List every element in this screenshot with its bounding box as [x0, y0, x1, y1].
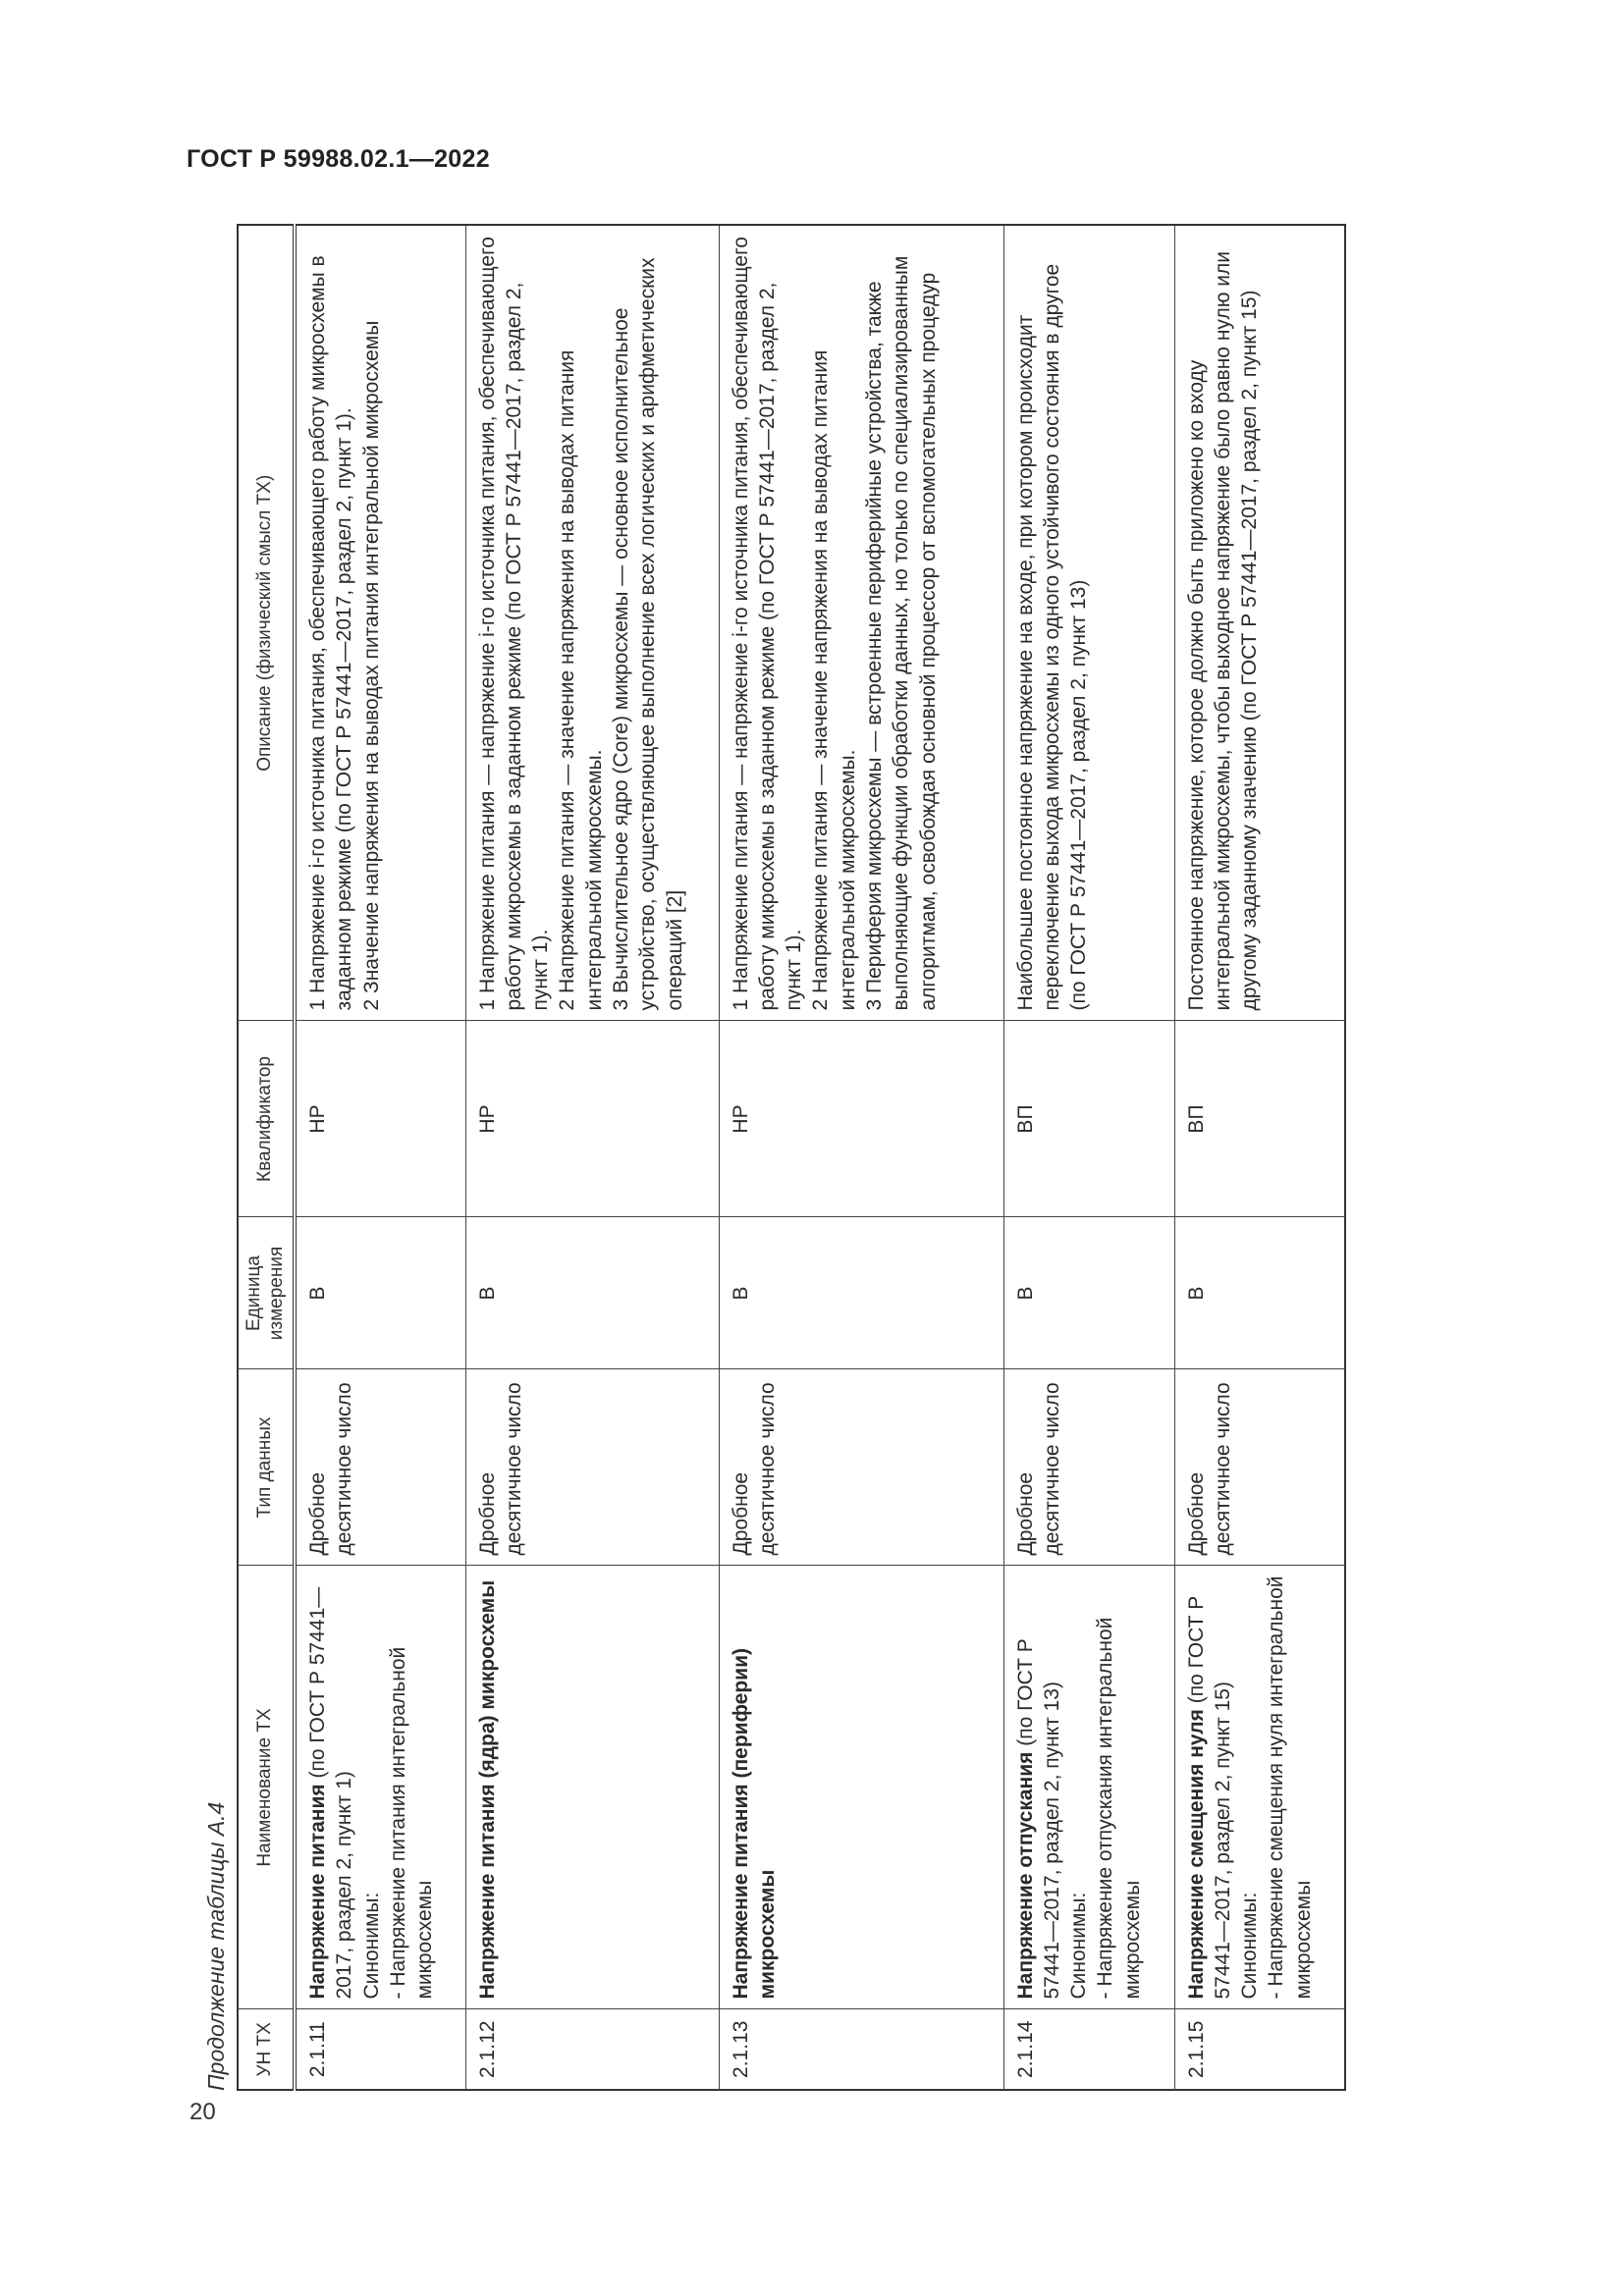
table-row [1003, 225, 1174, 2090]
row-description [719, 225, 1003, 1021]
column-header-unit: Единица измерения [238, 1217, 295, 1369]
description-paragraph: 2 Напряжение питания — значение напряжения на выводах питания интегральной микросхемы. [809, 349, 859, 1011]
row-data-type: Дробное десятичное число [1174, 1369, 1345, 1566]
row-qualifier: ВП [1003, 1021, 1174, 1217]
description-paragraph: 2 Значение напряжения на выводах питания интегральной микросхемы [359, 320, 383, 1011]
row-description [295, 225, 465, 1021]
row-name [1012, 1576, 1066, 2000]
row-unit: В [295, 1217, 465, 1369]
row-name-bold: Напряжение отпускания [1013, 1751, 1037, 2000]
row-code: 2.1.11 [295, 2009, 465, 2090]
row-name-bold: Напряжение питания [306, 1784, 329, 2000]
row-code: 2.1.15 [1174, 2009, 1345, 2090]
row-name-reference: (по ГОСТ Р 57441—2017, раздел 2, пункт 15) [1184, 1595, 1234, 2000]
row-synonyms-label: Синонимы: [1238, 1892, 1262, 2000]
row-data-type: Дробное десятичное число [295, 1369, 465, 1566]
table-row [295, 225, 465, 2090]
row-code: 2.1.13 [719, 2009, 1003, 2090]
table-row [465, 225, 719, 2090]
table-row [719, 225, 1003, 2090]
row-qualifier: НР [295, 1021, 465, 1217]
row-code: 2.1.14 [1003, 2009, 1174, 2090]
table-caption: Продолжение таблицы А.4 [203, 1801, 229, 2091]
row-synonyms: - Напряжение смещения нуля интегральной микросхемы [1265, 1575, 1315, 2000]
row-data-type: Дробное десятичное число [465, 1369, 719, 1566]
row-synonyms-label: Синонимы: [1067, 1892, 1091, 2000]
row-name-reference: (по ГОСТ Р 57441—2017, раздел 2, пункт 1) [306, 1586, 356, 2000]
description-paragraph: 1 Напряжение i-го источника питания, обеспечивающего работу микросхемы в заданном режиме (по ГОСТ Р 57441—2017, раздел 2, пункт 1). [306, 255, 356, 1011]
row-synonyms: - Напряжение питания интегральной микросхемы [386, 1646, 437, 2000]
document-header: ГОСТ Р 59988.02.1—2022 [187, 145, 490, 173]
rotated-table-block [182, 226, 1330, 2091]
row-description [465, 225, 719, 1021]
row-name-reference: (по ГОСТ Р 57441—2017, раздел 2, пункт 13) [1013, 1638, 1063, 2000]
row-name [1183, 1576, 1237, 2000]
page-number: 20 [189, 2099, 216, 2125]
row-synonyms-label: Синонимы: [359, 1892, 383, 2000]
row-data-type: Дробное десятичное число [1003, 1369, 1174, 1566]
row-name-cell [1003, 1566, 1174, 2009]
row-qualifier: НР [719, 1021, 1003, 1217]
description-paragraph: 1 Напряжение питания — напряжение i-го источника питания, обеспечивающего работу микросхемы в заданном режиме (по ГОСТ Р 57441—2017, раздел 2, пункт 1). [729, 237, 806, 1011]
row-description [1003, 225, 1174, 1021]
row-name [728, 1576, 782, 2000]
column-header-qualifier: Квалификатор [238, 1021, 295, 1217]
characteristics-table [237, 224, 1346, 2091]
row-name-cell [1174, 1566, 1345, 2009]
row-qualifier: ВП [1174, 1021, 1345, 1217]
row-unit: В [719, 1217, 1003, 1369]
row-name-bold: Напряжение питания (ядра) микросхемы [475, 1579, 499, 2000]
row-name-bold: Напряжение питания (периферии) микросхемы [729, 1648, 779, 2000]
description-paragraph: Наибольшее постоянное напряжение на входе, при котором происходит переключение выхода микросхемы из одного устойчивого состояния в другое (по ГОСТ Р 57441—2017, раздел 2, пункт 13) [1013, 263, 1091, 1011]
row-name-cell [465, 1566, 719, 2009]
row-unit: В [465, 1217, 719, 1369]
row-unit: В [1174, 1217, 1345, 1369]
row-name [474, 1576, 501, 2000]
description-paragraph: 3 Вычислительное ядро (Core) микросхемы — основное исполнительное устройство, осуществляющее выполнение всех логических и арифметических операций [2] [609, 257, 686, 1011]
column-header-code: УН ТХ [238, 2009, 295, 2090]
row-name-cell [719, 1566, 1003, 2009]
description-paragraph: 3 Периферия микросхемы — встроенные периферийные устройства, также выполняющие функции обработки данных, но только по специализированным алгоритмам, освобождая основной процессор от вспомогательных процедур [862, 255, 940, 1011]
row-qualifier: НР [465, 1021, 719, 1217]
row-synonyms: - Напряжение отпускания интегральной микросхемы [1094, 1617, 1144, 2000]
column-header-data-type: Тип данных [238, 1369, 295, 1566]
table-row [1174, 225, 1345, 2090]
description-paragraph: 1 Напряжение питания — напряжение i-го источника питания, обеспечивающего работу микросхемы в заданном режиме (по ГОСТ Р 57441—2017, раздел 2, пункт 1). [475, 237, 553, 1011]
table-header-row [238, 225, 295, 2090]
table-body [295, 225, 1345, 2090]
row-unit: В [1003, 1217, 1174, 1369]
row-data-type: Дробное десятичное число [719, 1369, 1003, 1566]
row-code: 2.1.12 [465, 2009, 719, 2090]
description-paragraph: Постоянное напряжение, которое должно быть приложено ко входу интегральной микросхемы, чтобы выходное напряжение было равно нулю или другому заданному значению (по ГОСТ Р 57441—2017, раздел 2, пункт 15) [1184, 250, 1262, 1011]
description-paragraph: 2 Напряжение питания — значение напряжения на выводах питания интегральной микросхемы. [556, 349, 606, 1011]
row-name [304, 1576, 358, 2000]
column-header-name: Наименование ТХ [238, 1566, 295, 2009]
row-name-bold: Напряжение смещения нуля [1184, 1709, 1208, 2000]
row-description [1174, 225, 1345, 1021]
row-name-cell [295, 1566, 465, 2009]
column-header-description: Описание (физический смысл ТХ) [238, 225, 295, 1021]
